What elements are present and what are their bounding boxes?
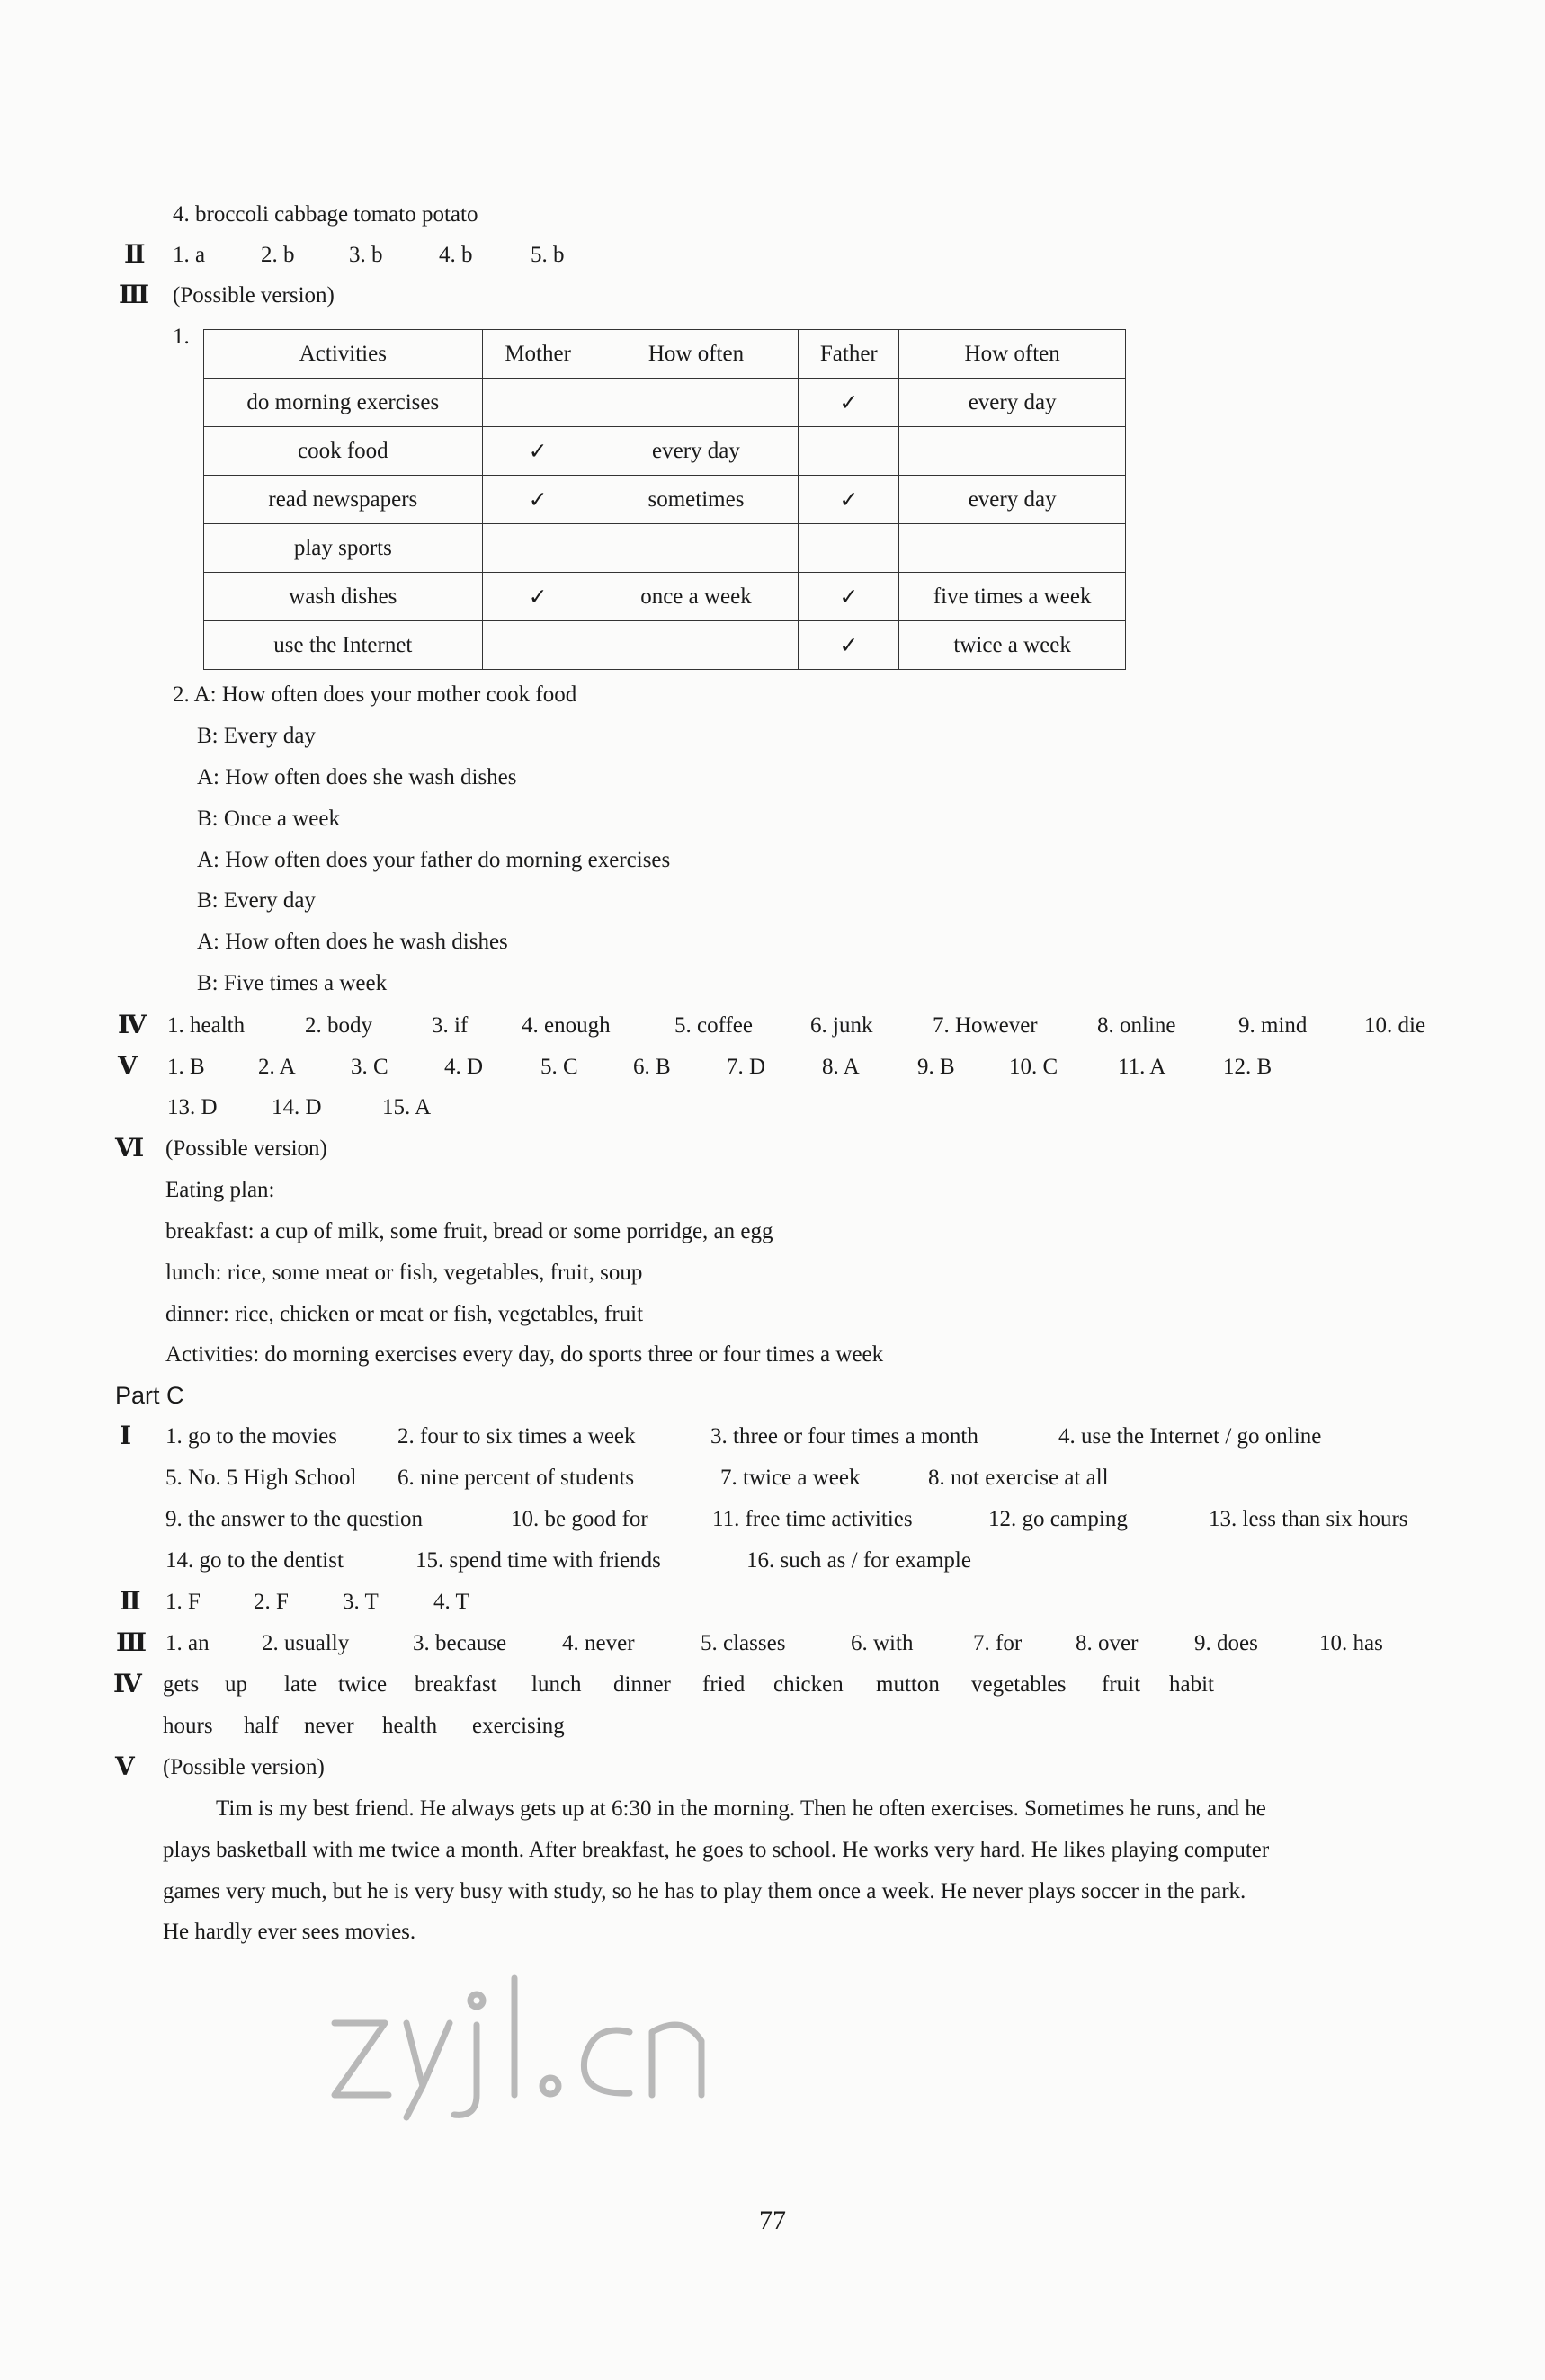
answer: 1. a: [173, 243, 206, 267]
word: lunch: [531, 1672, 582, 1697]
word: mutton: [876, 1672, 940, 1697]
paragraph-line: He hardly ever sees movies.: [163, 1920, 416, 1944]
word: half: [244, 1714, 279, 1738]
answer: 1. go to the movies: [165, 1424, 337, 1449]
table-cell: ✓: [482, 476, 594, 524]
table-row: [204, 379, 1126, 427]
table-header: How often: [594, 330, 799, 379]
possible-version-note: (Possible version): [173, 283, 335, 308]
answer: 1. health: [167, 1013, 246, 1038]
answer: 5. No. 5 High School: [165, 1466, 357, 1490]
table-cell: [594, 379, 799, 427]
table-header: Mother: [482, 330, 594, 379]
answer: 8. A: [822, 1055, 860, 1079]
eating-plan-line: dinner: rice, chicken or meat or fish, vegetables, fruit: [165, 1302, 644, 1326]
table-header: Father: [799, 330, 899, 379]
table-cell: [899, 427, 1126, 476]
word: never: [304, 1714, 354, 1738]
answer: 5. b: [531, 243, 565, 267]
table-cell: cook food: [204, 427, 483, 476]
section-label: Ⅵ: [115, 1135, 145, 1163]
word: hours: [163, 1714, 213, 1738]
table-row: [204, 621, 1126, 670]
dialogue-line: 2. A: How often does your mother cook food: [173, 682, 577, 707]
answer: 11. A: [1118, 1055, 1166, 1079]
answer: 2. four to six times a week: [397, 1424, 636, 1449]
word: fruit: [1102, 1672, 1141, 1697]
dialogue-line: B: Five times a week: [197, 971, 388, 995]
section-label: Ⅲ: [116, 1629, 147, 1657]
zyjl-watermark-logo: [324, 1960, 737, 2122]
answer: 9. does: [1194, 1631, 1258, 1655]
answer: 3. C: [351, 1055, 388, 1079]
answer: 10. be good for: [511, 1507, 648, 1531]
answer: 4. b: [439, 243, 473, 267]
answer: 3. three or four times a month: [710, 1424, 978, 1449]
word: dinner: [613, 1672, 671, 1697]
word: chicken: [773, 1672, 844, 1697]
answer: 6. B: [633, 1055, 671, 1079]
word: fried: [702, 1672, 746, 1697]
table-cell: once a week: [594, 573, 799, 621]
answer: 8. not exercise at all: [928, 1466, 1109, 1490]
table-row: [204, 573, 1126, 621]
answer: 4. enough: [522, 1013, 611, 1038]
answer: 5. coffee: [674, 1013, 753, 1038]
word: vegetables: [971, 1672, 1067, 1697]
page-number: 77: [759, 2206, 786, 2235]
answer: 2. A: [258, 1055, 296, 1079]
answer: 4. D: [444, 1055, 484, 1079]
table-cell: every day: [594, 427, 799, 476]
table-cell: [899, 524, 1126, 573]
table-cell: every day: [899, 379, 1126, 427]
dialogue-line: A: How often does she wash dishes: [197, 765, 517, 789]
section-label: Ⅳ: [118, 1012, 147, 1039]
word: breakfast: [415, 1672, 497, 1697]
word: gets: [163, 1672, 200, 1697]
answer: 10. C: [1009, 1055, 1058, 1079]
answer: 11. free time activities: [712, 1507, 913, 1531]
word: late: [284, 1672, 317, 1697]
table-cell: play sports: [204, 524, 483, 573]
answer: 9. the answer to the question: [165, 1507, 424, 1531]
word: up: [225, 1672, 247, 1697]
table-cell: [482, 379, 594, 427]
answer: 15. A: [382, 1095, 432, 1119]
word: exercising: [472, 1714, 565, 1738]
section-label: Ⅱ: [120, 1588, 141, 1616]
table-header: How often: [899, 330, 1126, 379]
table-cell: ✓: [799, 476, 899, 524]
table-cell: ✓: [799, 573, 899, 621]
section-label: Ⅱ: [124, 241, 146, 269]
answer: 1. an: [165, 1631, 210, 1655]
table-cell: use the Internet: [204, 621, 483, 670]
word: twice: [338, 1672, 388, 1697]
answer: 13. less than six hours: [1209, 1507, 1408, 1531]
answer: 7. for: [973, 1631, 1023, 1655]
dialogue-line: B: Every day: [197, 888, 316, 913]
section-label: Ⅴ: [115, 1753, 135, 1781]
answer: 3. T: [343, 1590, 379, 1614]
answer: 12. B: [1223, 1055, 1273, 1079]
table-cell: [799, 427, 899, 476]
answer: 2. F: [254, 1590, 289, 1614]
answer: 13. D: [167, 1095, 218, 1119]
answer: 7. twice a week: [720, 1466, 861, 1490]
answer: 14. go to the dentist: [165, 1548, 344, 1573]
table-cell: twice a week: [899, 621, 1126, 670]
table-cell: sometimes: [594, 476, 799, 524]
eating-plan-line: breakfast: a cup of milk, some fruit, bread or some porridge, an egg: [165, 1219, 773, 1243]
part-c-heading: Part C: [115, 1382, 184, 1409]
answer: 4. use the Internet / go online: [1058, 1424, 1322, 1449]
answer: 2. b: [261, 243, 295, 267]
answer: 7. However: [933, 1013, 1038, 1038]
dialogue-line: B: Every day: [197, 724, 316, 748]
table-row: [204, 427, 1126, 476]
answer: 10. has: [1319, 1631, 1383, 1655]
answer: 1. F: [165, 1590, 201, 1614]
answer: 2. body: [305, 1013, 372, 1038]
table-row: [204, 476, 1126, 524]
answer: 5. C: [540, 1055, 578, 1079]
answer: 16. such as / for example: [746, 1548, 971, 1573]
table-cell: every day: [899, 476, 1126, 524]
answer: 10. die: [1364, 1013, 1426, 1038]
table-cell: ✓: [799, 621, 899, 670]
answer: 8. online: [1097, 1013, 1176, 1038]
answer: 2. usually: [262, 1631, 350, 1655]
table-cell: wash dishes: [204, 573, 483, 621]
table-header-row: [204, 330, 1126, 379]
table-cell: [594, 621, 799, 670]
eating-plan-line: Eating plan:: [165, 1178, 275, 1202]
table-cell: ✓: [799, 379, 899, 427]
answer: 6. with: [851, 1631, 914, 1655]
activities-table: [203, 329, 1126, 670]
eating-plan-line: Activities: do morning exercises every day, do sports three or four times a week: [165, 1342, 884, 1367]
table-cell: [799, 524, 899, 573]
eating-plan-line: lunch: rice, some meat or fish, vegetables, fruit, soup: [165, 1261, 643, 1285]
section-label: Ⅴ: [118, 1053, 138, 1081]
table-cell: read newspapers: [204, 476, 483, 524]
answer: 3. if: [432, 1013, 469, 1038]
section-label: Ⅳ: [113, 1671, 142, 1698]
section-label: Ⅰ: [120, 1422, 132, 1450]
answer: 12. go camping: [988, 1507, 1128, 1531]
table-header: Activities: [204, 330, 483, 379]
answer: 7. D: [727, 1055, 766, 1079]
table-cell: [482, 524, 594, 573]
answer: 14. D: [272, 1095, 322, 1119]
answer: 4. T: [433, 1590, 469, 1614]
paragraph-line: Tim is my best friend. He always gets up at 6:30 in the morning. Then he often exercises. Sometimes he runs, and he: [216, 1796, 1266, 1821]
top-line: 4. broccoli cabbage tomato potato: [173, 202, 478, 227]
answer: 6. junk: [810, 1013, 873, 1038]
table-cell: [482, 621, 594, 670]
possible-version-note: (Possible version): [163, 1755, 325, 1779]
table-cell: do morning exercises: [204, 379, 483, 427]
answer: 3. b: [349, 243, 383, 267]
answer: 3. because: [413, 1631, 507, 1655]
section-label: Ⅲ: [119, 281, 150, 309]
word: health: [382, 1714, 438, 1738]
answer: 6. nine percent of students: [397, 1466, 635, 1490]
possible-version-note: (Possible version): [165, 1137, 327, 1161]
answer: 1. B: [167, 1055, 205, 1079]
paragraph-line: games very much, but he is very busy with study, so he has to play them once a week. He never plays soccer in the park.: [163, 1879, 1246, 1903]
dialogue-line: B: Once a week: [197, 807, 340, 831]
table-cell: ✓: [482, 573, 594, 621]
dialogue-line: A: How often does he wash dishes: [197, 930, 508, 954]
dialogue-line: A: How often does your father do morning exercises: [197, 848, 671, 872]
word: habit: [1169, 1672, 1214, 1697]
table-cell: five times a week: [899, 573, 1126, 621]
answer: 9. B: [917, 1055, 955, 1079]
table-cell: [594, 524, 799, 573]
answer: 4. never: [562, 1631, 635, 1655]
item-number: 1.: [173, 325, 190, 349]
answer: 5. classes: [701, 1631, 786, 1655]
paragraph-line: plays basketball with me twice a month. After breakfast, he goes to school. He works very hard. He likes playing computer: [163, 1838, 1270, 1862]
answer: 8. over: [1076, 1631, 1139, 1655]
answer: 15. spend time with friends: [415, 1548, 661, 1573]
answer: 9. mind: [1238, 1013, 1308, 1038]
table-row: [204, 524, 1126, 573]
table-cell: ✓: [482, 427, 594, 476]
